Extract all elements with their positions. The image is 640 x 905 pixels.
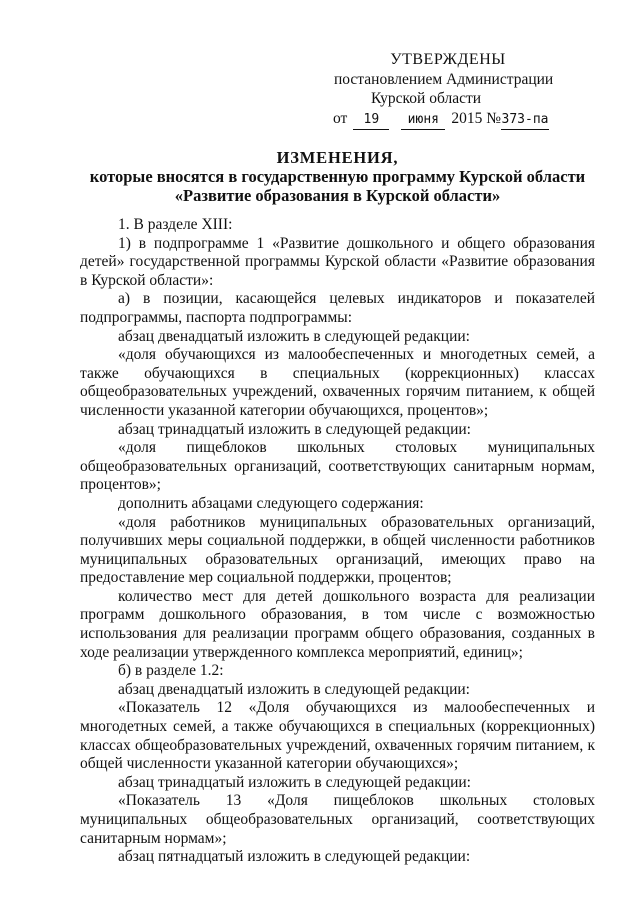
paragraph: а) в позиции, касающейся целевых индикаторов и показателей подпрограммы, паспорта подпрограммы: <box>80 290 595 326</box>
date-prefix: от <box>333 109 348 127</box>
approval-date-line <box>333 109 593 131</box>
paragraph: количество мест для детей дошкольного возраста для реализации программ дошкольного образования, в том числе с возможностью использования для реализации программ общего образования, созданных в ходе реализации утвержденного комплекса мероприятий, единиц»; <box>80 587 595 661</box>
paragraph: 1) в подпрограмме 1 «Развитие дошкольного и общего образования детей» государственной программы Курской области «Развитие образования в Курской области»: <box>80 234 595 289</box>
date-year: 2015 № <box>451 109 501 127</box>
paragraph: абзац тринадцатый изложить в следующей редакции: <box>118 420 471 438</box>
heading-title: ИЗМЕНЕНИЯ, <box>276 148 399 167</box>
approval-title: УТВЕРЖДЕНЫ <box>390 51 506 68</box>
paragraph: «доля работников муниципальных образовательных организаций, получивших меры социальной поддержки, в общей численности работников муниципальных образовательных организаций, имеющих право на предоставление мер социальной поддержки, процентов; <box>80 513 595 587</box>
heading-subtitle-line1: которые вносятся в государственную программу Курской области <box>89 167 586 186</box>
paragraph: абзац тринадцатый изложить в следующей редакции: <box>118 773 471 791</box>
approval-line-administration: постановлением Администрации <box>334 70 554 88</box>
decree-number: 373-па <box>501 110 549 131</box>
paragraph: «Показатель 12 «Доля обучающихся из малообеспеченных и многодетных семей, а также обучающихся в специальных (коррекционных) классах общеобразовательных учреждений, охваченных горячим питанием, к общей численности указанной категории обучающихся»; <box>80 699 595 773</box>
paragraph: 1. В разделе XIII: <box>118 216 233 233</box>
paragraph: дополнить абзацами следующего содержания: <box>118 494 424 512</box>
paragraph: абзац двенадцатый изложить в следующей редакции: <box>118 327 470 345</box>
approval-line-region: Курской области <box>371 90 482 107</box>
document-body <box>80 216 595 867</box>
date-day: 19 <box>353 110 389 131</box>
paragraph: абзац пятнадцатый изложить в следующей редакции: <box>118 848 471 866</box>
date-month: июня <box>401 110 445 131</box>
heading-subtitle-line2: «Развитие образования в Курской области» <box>174 186 501 205</box>
paragraph: б) в разделе 1.2: <box>118 662 224 680</box>
paragraph: «доля пищеблоков школьных столовых муниципальных общеобразовательных организаций, соответствующих санитарным нормам, процентов»; <box>80 439 595 494</box>
approval-stamp <box>333 50 593 130</box>
paragraph: «Показатель 13 «Доля пищеблоков школьных столовых муниципальных общеобразовательных организаций, соответствующих санитарным нормам»; <box>80 792 595 847</box>
paragraph: абзац двенадцатый изложить в следующей редакции: <box>118 680 470 698</box>
document-heading <box>80 148 595 205</box>
paragraph: «доля обучающихся из малообеспеченных и многодетных семей, а также обучающихся в специальных (коррекционных) классах общеобразовательных учреждений, охваченных горячим питанием, к общей численности указанной категории обучающихся, процентов»; <box>80 346 595 419</box>
